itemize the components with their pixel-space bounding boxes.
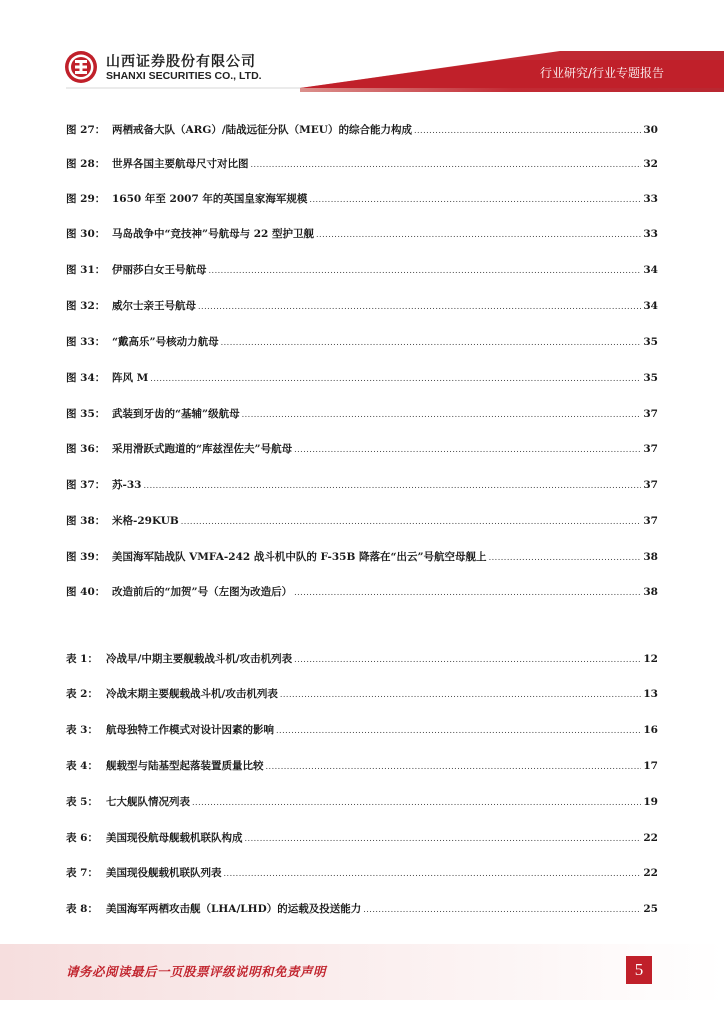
toc-page-number: 12 (643, 653, 658, 665)
dot-leader (294, 440, 641, 460)
toc-title: 两栖戒备大队（ARG）/陆战远征分队（MEU）的综合能力构成 (112, 124, 412, 136)
toc-page-number: 33 (643, 193, 658, 205)
toc-title: 舰载型与陆基型起落装置质量比较 (106, 760, 264, 772)
dot-leader (198, 297, 641, 317)
toc-title: 武装到牙齿的“基辅”级航母 (112, 408, 240, 420)
page-header (0, 0, 724, 92)
toc-page-number: 17 (643, 760, 658, 772)
toc-page-number: 37 (643, 408, 658, 420)
toc-entry-figure-37[interactable] (66, 475, 658, 495)
toc-label: 图 40： (66, 586, 106, 598)
page-number: 5 (626, 956, 652, 984)
toc-title: “戴高乐”号核动力航母 (112, 336, 219, 348)
toc-page-number: 33 (643, 228, 658, 240)
toc-title: 航母独特工作模式对设计因素的影响 (106, 724, 274, 736)
toc-title: 1650 年至 2007 年的英国皇家海军规模 (112, 193, 308, 205)
toc-entry-table-1[interactable] (66, 649, 658, 669)
dot-leader (309, 190, 641, 210)
toc-page-number: 34 (643, 300, 658, 312)
toc-entry-table-7[interactable] (66, 863, 658, 883)
toc-label: 图 27： (66, 124, 106, 136)
dot-leader (181, 512, 642, 532)
toc-page-number: 35 (643, 336, 658, 348)
toc-title: 米格-29KUB (112, 515, 179, 527)
toc-entry-figure-31[interactable] (66, 260, 658, 280)
toc-page-number: 37 (643, 443, 658, 455)
toc-page-number: 37 (643, 515, 658, 527)
toc-entry-figure-32[interactable] (66, 296, 658, 316)
toc-entry-figure-39[interactable] (66, 547, 658, 567)
dot-leader (280, 685, 642, 705)
dot-leader (242, 405, 642, 425)
toc-entry-figure-27[interactable] (66, 120, 658, 140)
toc-entry-figure-29[interactable] (66, 189, 658, 209)
toc-label: 表 5： (66, 796, 98, 808)
toc-title: 威尔士亲王号航母 (112, 300, 196, 312)
toc-label: 图 33： (66, 336, 106, 348)
toc-page-number: 13 (643, 688, 658, 700)
toc-title: 阵风 M (112, 372, 149, 384)
toc-title: 采用滑跃式跑道的“库兹涅佐夫”号航母 (112, 443, 293, 455)
toc-label: 图 36： (66, 443, 106, 455)
toc-page-number: 22 (643, 832, 658, 844)
dot-leader (245, 829, 642, 849)
dot-leader (192, 793, 641, 813)
toc-label: 图 34： (66, 372, 106, 384)
toc-label: 图 35： (66, 408, 106, 420)
dot-leader (294, 583, 641, 603)
dot-leader (316, 225, 641, 245)
toc-title: 美国现役舰载机联队列表 (106, 867, 222, 879)
toc-label: 表 2： (66, 688, 98, 700)
toc-entry-table-3[interactable] (66, 720, 658, 740)
toc-title: 世界各国主要航母尺寸对比图 (112, 158, 249, 170)
toc-title: 马岛战争中“竞技神”号航母与 22 型护卫舰 (112, 228, 315, 240)
toc-label: 图 37： (66, 479, 106, 491)
toc-label: 图 29： (66, 193, 106, 205)
dot-leader (143, 476, 641, 496)
toc-page-number: 38 (643, 551, 658, 563)
toc-label: 图 31： (66, 264, 106, 276)
toc-label: 图 32： (66, 300, 106, 312)
company-name-en: SHANXI SECURITIES CO., LTD. (106, 70, 262, 82)
toc-title: 美国海军陆战队 VMFA-242 战斗机中队的 F-35B 降落在“出云”号航空母舰上 (112, 551, 487, 563)
dot-leader (221, 333, 642, 353)
dot-leader (276, 721, 641, 741)
dot-leader (363, 900, 641, 920)
dot-leader (414, 121, 641, 141)
toc-label: 表 8： (66, 903, 98, 915)
toc-page-number: 30 (643, 124, 658, 136)
toc-label: 表 7： (66, 867, 98, 879)
toc-label: 表 6： (66, 832, 98, 844)
toc-label: 图 30： (66, 228, 106, 240)
toc-label: 表 3： (66, 724, 98, 736)
toc-entry-figure-34[interactable] (66, 368, 658, 388)
dot-leader (209, 261, 642, 281)
toc-page-number: 32 (643, 158, 658, 170)
toc-label: 图 38： (66, 515, 106, 527)
toc-title: 苏-33 (112, 479, 142, 491)
toc-page-number: 38 (643, 586, 658, 598)
toc-page-number: 25 (643, 903, 658, 915)
toc-entry-figure-36[interactable] (66, 439, 658, 459)
toc-entry-figure-33[interactable] (66, 332, 658, 352)
toc-entry-figure-30[interactable] (66, 224, 658, 244)
dot-leader (251, 155, 642, 175)
toc-page-number: 35 (643, 372, 658, 384)
toc-entry-figure-38[interactable] (66, 511, 658, 531)
toc-entry-table-8[interactable] (66, 899, 658, 919)
company-name-cn: 山西证券股份有限公司 (106, 54, 256, 70)
toc-title: 美国现役航母舰载机联队构成 (106, 832, 243, 844)
toc-entry-table-6[interactable] (66, 828, 658, 848)
dot-leader (150, 369, 641, 389)
dot-leader (224, 864, 642, 884)
footer-disclaimer: 请务必阅读最后一页股票评级说明和免责声明 (66, 964, 327, 979)
toc-title: 伊丽莎白女王号航母 (112, 264, 207, 276)
toc-page-number: 16 (643, 724, 658, 736)
toc-label: 表 1： (66, 653, 98, 665)
toc-label: 图 39： (66, 551, 106, 563)
toc-entry-figure-40[interactable] (66, 582, 658, 602)
toc-entry-figure-28[interactable] (66, 154, 658, 174)
toc-page-number: 37 (643, 479, 658, 491)
toc-title: 冷战早/中期主要舰载战斗机/攻击机列表 (106, 653, 293, 665)
toc-page-number: 19 (643, 796, 658, 808)
toc-title: 改造前后的“加贺”号（左图为改造后） (112, 586, 293, 598)
toc-entry-table-2[interactable] (66, 684, 658, 704)
toc-label: 图 28： (66, 158, 106, 170)
dot-leader (294, 650, 641, 670)
toc-title: 美国海军两栖攻击舰（LHA/LHD）的运载及投送能力 (106, 903, 362, 915)
toc-title: 冷战末期主要舰载战斗机/攻击机列表 (106, 688, 278, 700)
company-seal-logo (64, 50, 98, 84)
toc-entry-table-4[interactable] (66, 756, 658, 776)
toc-label: 表 4： (66, 760, 98, 772)
dot-leader (489, 548, 642, 568)
toc-entry-figure-35[interactable] (66, 404, 658, 424)
toc-entry-table-5[interactable] (66, 792, 658, 812)
dot-leader (266, 757, 642, 777)
toc-title: 七大舰队情况列表 (106, 796, 190, 808)
toc-page-number: 22 (643, 867, 658, 879)
toc-page-number: 34 (643, 264, 658, 276)
report-type: 行业研究/行业专题报告 (539, 66, 664, 80)
